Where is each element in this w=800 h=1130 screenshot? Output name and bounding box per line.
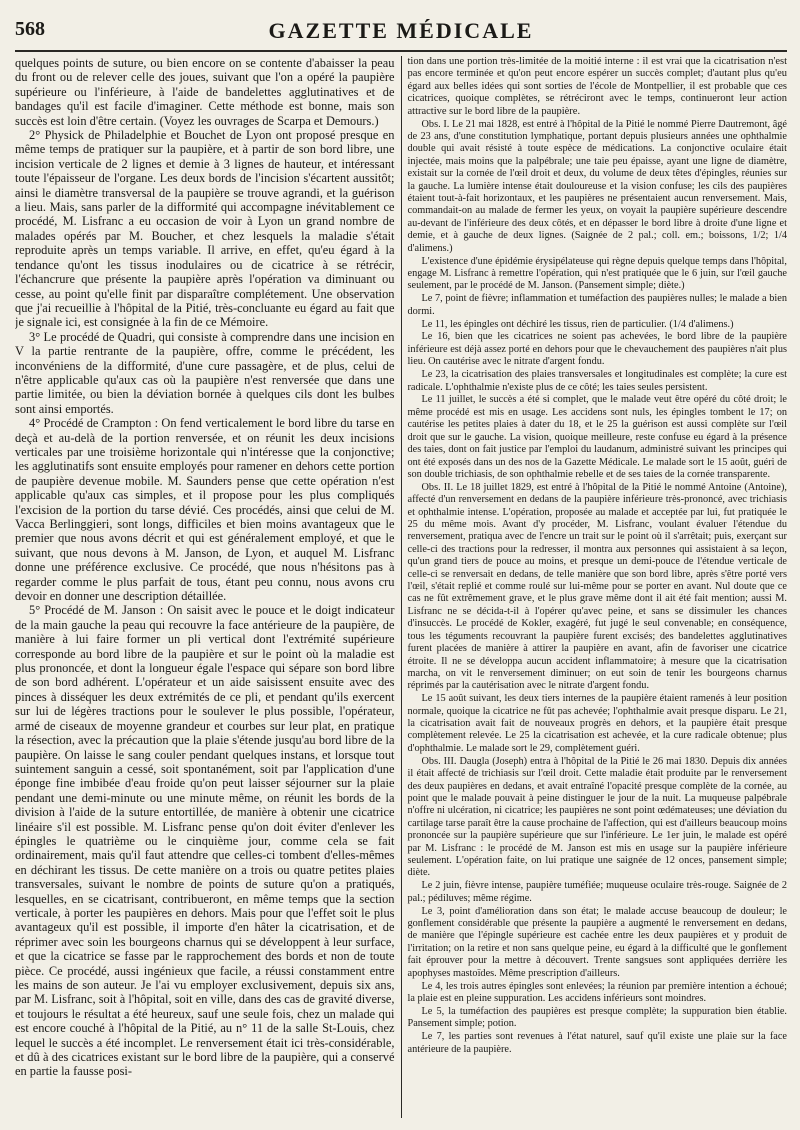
paragraph: Le 23, la cicatrisation des plaies transversales et longitudinales est complète; la cure est radicale. L'ophthalmie n'existe plus de ce côté; les taies seules persistent.: [407, 369, 787, 393]
paragraph: 3° Le procédé de Quadri, qui consiste à comprendre dans une incision en V la partie rentrante de la paupière, offre, comme le précédent, les inconvéniens de la difformité, d'une cure passagère, et de plus, celui de n'être applicable qu'aux cas où la paupière n'est renversée que dans une partie limitée, ou bien la déviation bornée à quelques cils dont les bulbes sont ainsi emportés.: [15, 329, 395, 416]
paragraph: Le 7, point de fièvre; inflammation et tuméfaction des paupières nulles; le malade a bien dormi.: [407, 293, 787, 317]
paragraph: tion dans une portion très-limitée de la moitié interne : il est vrai que la cicatrisation n'est pas encore terminée et qu'on peut encore espérer un succès complet; d'autant plus qu'eu égard aux belles idées qui sont sorties de l'école de Montpellier, il est probable que ces cicatrices, quoique complètes, se rétréciront avec le temps, continueront leur action attractive sur le bord libre de la paupière.: [407, 56, 787, 117]
running-title: GAZETTE MÉDICALE: [268, 18, 534, 43]
page-number: 568: [15, 18, 45, 40]
paragraph: Le 2 juin, fièvre intense, paupière tuméfiée; muqueuse oculaire très-rouge. Saignée de 2 pal.; pédiluves; même régime.: [407, 880, 787, 904]
paragraph: Le 7, les parties sont revenues à l'état naturel, sauf qu'il existe une plaie sur la face antérieure de la paupière.: [407, 1031, 787, 1055]
left-column: [15, 56, 401, 1118]
paragraph: Le 16, bien que les cicatrices ne soient pas achevées, le bord libre de la paupière inférieure est déjà assez porté en dehors pour que le chevauchement des paupières n'ait plus lieu. On cautérise avec le nitrate d'argent fondu.: [407, 331, 787, 368]
observation-1: Obs. I. Le 21 mai 1828, est entré à l'hôpital de la Pitié le nommé Pierre Dautremont, âgé de 23 ans, d'une constitution lymphatique, portant depuis plusieurs années une ophthalmie double qui avait résisté à toute espèce de médications. La conjonctive oculaire était injectée, mais moins que la palpébrale; une taie peu épaisse, ayant une ligne de diamètre, existait sur la cornée de l'œil droit et deux, du volume de deux têtes d'épingles, réunies sur la gauche. La lumière intense était douloureuse et la vision confuse; les cils des paupières étaient tout-à-fait horizontaux, et les paupières ne présentaient aucun renversement. Mais, commandait-on au malade de fermer les yeux, on voyait la paupière supérieure descendre au-devant de l'inférieure des deux côtés, et en dépasser le bord libre à droite d'une ligne et demie, et à gauche de deux lignes. (Saignée de 2 pal.; coll. em.; boissons, 1/2; 1/4 d'alimens.): [407, 118, 787, 254]
paragraph: quelques points de suture, ou bien encore on se contente d'abaisser la peau du front ou de relever celle des joues, suivant que l'on a opéré la paupière supérieure ou l'inférieure, à l'aide de bandelettes agglutinatives et de bandages qu'il est facile d'imaginer. Cette méthode est bonne, mais son succès est loin d'être certain. (Voyez les ouvrages de Scarpa et Demours.): [15, 56, 395, 128]
paragraph: Le 11, les épingles ont déchiré les tissus, rien de particulier. (1/4 d'alimens.): [421, 318, 734, 330]
page-header: [15, 16, 787, 52]
paragraph: Le 4, les trois autres épingles sont enlevées; la réunion par première intention a échoué; la plaie est en pleine suppuration. Les accidens inférieurs sont moindres.: [407, 980, 787, 1004]
observation-3: Obs. III. Daugla (Joseph) entra à l'hôpital de la Pitié le 26 mai 1830. Depuis dix années il était affecté de trichiasis sur l'œil droit. Cette maladie était produite par le renversement des deux paupières en dedans, et avait entraîné l'opacité presque complète de la cornée, au point que le malade pouvait à peine distinguer le jour de la nuit. La muqueuse palpébrale n'offre ni ulcération, ni cicatrice; les paupières ne sont point œdémateuses; une déviation du cartilage tarse paraît être la cause prochaine de l'affection, qui est d'ailleurs beaucoup moins prononcée sur la paupière supérieure que sur l'inférieure. Le 1er juin, le malade est opéré par M. Lisfranc : le procédé de M. Janson est mis en usage sur la paupière inférieure seulement. L'opération faite, on lui pratique une saignée de 12 onces, pansement simple; diète.: [407, 755, 787, 879]
observation-2: Obs. II. Le 18 juillet 1829, est entré à l'hôpital de la Pitié le nommé Antoine (Antoine), affecté d'un renversement en dedans de la paupière inférieure très-prononcé, avec trichiasis et ophthalmie intense. L'opération, proposée au malade et acceptée par lui, fut pratiquée le 25 du même mois. Avant d'y procéder, M. Lisfranc, voulant évaluer l'étendue du renversement, pratiqua avec de l'encre un trait sur le point où il s'arrêtait; puis, exerçant sur celle-ci des tractions pour la redresser, il montra aux personnes qui assistaient à sa leçon, qu'un grand tiers de pouce au moins, et presque un demi-pouce de l'étendue verticale de celle-ci se renversait en dedans, de telle manière que son bord libre, après s'être porté vers l'œil, s'était replié et comme roulé sur lui-même pour se porter en avant. Nul doute que ce cas ne fût extrêmement grave, et le plus grave même dont il ait été fait mention; aussi M. Lisfranc ne se décida-t-il à l'opérer qu'avec peine, et sans se dissimuler les chances d'insuccès. Le procédé de Kokler, exagéré, fut jugé le seul convenable; en conséquence, tous les téguments recouvrant la paupière furent excisés; des bandelettes agglutinatives furent placées de manière à attirer la paupière en avant, afin de favoriser une cicatrice étroite. Il ne se développa aucun accident inflammatoire; à mesure que la cicatrisation marcha, on vit le renversement diminuer; on eut soin de tenir les bourgeons charnus réprimés par la cautérisation avec le nitrate d'argent fondu.: [407, 481, 787, 692]
paragraph: L'existence d'une épidémie érysipélateuse qui règne depuis quelque temps dans l'hôpital, engage M. Lisfranc à remettre l'opération, qui n'est pratiquée que le 6 juin, sur l'œil gauche seulement, par le procédé de M. Janson. (Pansement simple; diète.): [407, 255, 787, 292]
paragraph: Le 11 juillet, le succès a été si complet, que le malade veut être opéré du côté droit; le même procédé est mis en usage. Les accidens sont nuls, les épingles tombent le 17; on cautérise les petites plaies à dater du 18, et le 25 la guérison est aussi complète sur l'œil droit que sur le gauche. La vision, quoique meilleure, reste confuse eu égard à la présence des taies, dont on fait justice par l'emploi du laudanum, administré suivant les principes qui ont été exposés dans un des nos de la Gazette Médicale. Le malade sort le 15 août, guéri de son double trichiasis, de son ophthalmie rebelle et de ses taies de la cornée transparente.: [407, 394, 787, 480]
paragraph: 2° Physick de Philadelphie et Bouchet de Lyon ont proposé presque en même temps de pratiquer sur la paupière, et à partir de son bord libre, une incision verticale de 2 lignes et demie à 3 lignes de hauteur, et intéressant toute l'épaisseur de l'organe. Les deux bords de l'incision s'écartent aussitôt; ainsi le diamètre transversal de la paupière se trouve agrandi, et la guérison a lieu. Mais, sans parler de la difformité qui accompagne inévitablement ce procédé, M. Lisfranc a eu occasion de voir à Lyon un grand nombre de malades opérés par M. Boucher, et chez lesquels la maladie s'était reproduite après un temps variable. Il arrive, en effet, qu'eu égard à la tendance qu'ont les tissus inodulaires ou de cicatrice à se rétrécir, l'échancrure que présente la paupière après l'opération va diminuant ou cesse, au point qu'elle finit par disparaître complétement. Une observation que j'ai recueillie à l'hôpital de la Pitié, très-concluante eu égard au fait que je signale ici, est consignée à la fin de ce Mémoire.: [15, 128, 395, 330]
right-column: [402, 56, 788, 1118]
paragraph: Le 15 août suivant, les deux tiers internes de la paupière étaient ramenés à leur position normale, quoique la cicatrice ne fût pas achevée; l'ophthalmie avait presque disparu. Le 21, la cicatrisation avait fait de nouveaux progrès en dehors, et la paupière était presque complètement relevée. Le 25 la cicatrisation est achevée, et la cure radicale obtenue; plus d'ophthalmie. Le malade sort le 29, complètement guéri.: [407, 693, 787, 754]
paragraph: 4° Procédé de Crampton : On fend verticalement le bord libre du tarse en deçà et au-delà de la portion renversée, et on réunit les deux incisions verticales par une troisième horizontale qui n'intéresse que la conjonctive; les agglutinatifs sont ensuite employés pour ramener en dehors cette portion de paupière devenue mobile. M. Saunders pense que cette opération n'est applicable qu'aux cas simples, et il propose pour les plus compliqués l'excision de la portion du tarse dévié. Ces procédés, ainsi que celui de M. Vacca Berlinggieri, sont longs, difficiles et bien moins avantageux que le premier que nous avons décrit et qui est généralement employé, et que le suivant, que nous devons à M. Janson, de Lyon, et auquel M. Lisfranc donne une préférence exclusive. Ce procédé, que nous n'hésitons pas à regarder comme le plus parfait de tous, étant peu connu, nous avons cru devoir en donner une description détaillée.: [15, 416, 395, 604]
paragraph: 5° Procédé de M. Janson : On saisit avec le pouce et le doigt indicateur de la main gauche la peau qui recouvre la face antérieure de la paupière, de manière à lui faire former un pli vertical dont l'extrémité supérieure corresponde au bord libre de la paupière et sur le point où la maladie est plus prononcée, et dont la longueur égale l'espace qui sépare son bord libre de son bord adhérent. L'opérateur et un aide saisissent ensuite avec des pinces à disséquer les deux extrémités de ce pli, et pendant qu'ils exercent sur lui de légères tractions pour le soulever le plus possible, l'opérateur, armé de ciseaux de moyenne grandeur et courbes sur leur plat, en pratique la résection, avec la précaution que la plaie s'étende jusqu'au bord libre de la paupière. On laisse le sang couler pendant quelques instans, et lorsque tout suintement sanguin a cessé, soit spontanément, soit par l'application d'une éponge fine imbibée d'eau froide qu'on peut laisser séjourner sur la plaie pendant une demi-minute ou une minute même, on réunit les bords de la division à l'aide de la suture entortillée, de manière à obtenir une cicatrice linéaire s'il est possible. M. Lisfranc pense qu'on doit éviter d'enlever les épingles le quatrième ou le cinquième jour, comme cela se fait ordinairement, mais qu'il faut attendre que celles-ci tombent d'elles-mêmes en déchirant les tissus. De cette manière on a trois ou quatre petites plaies transversales, suivant le nombre de points de suture qu'on a pratiqués, lesquelles, en se cicatrisant, contribueront, en même temps que la section verticale, à porter les paupières en dehors. Mais pour que l'effet soit le plus avantageux qu'il est possible, il importe d'en hâter la cicatrisation, et de réprimer avec soin les bourgeons charnus qui se développent à leur surface, et que la cicatrice se fasse par le rapprochement des bords et non de toute pièce. Ce procédé, aussi ingénieux que facile, a réussi constamment entre les mains de son auteur. Je l'ai vu employer exclusivement, depuis six ans, par M. Lisfranc, soit à l'hôpital, soit en ville, dans des cas de gravité diverse, et toujours le résultat a été heureux, sauf une seule fois, chez un malade qui est encore couché à l'hôpital de la Pitié, au n° 11 de la salle St-Louis, chez lequel le succès a été incomplet. Le renversement était ici très-considérable, et dû à des cicatrices existant sur le bord libre de la paupière, qui a conservé en partie la fausse posi-: [15, 603, 395, 1079]
paragraph: Le 5, la tuméfaction des paupières est presque complète; la suppuration bien établie. Pansement simple; potion.: [407, 1005, 787, 1030]
paragraph: Le 3, point d'amélioration dans son état; le malade accuse beaucoup de douleur; le gonflement considérable que présente la paupière a augmenté le renversement en dedans, de manière que l'épingle supérieure est cachée entre les deux paupières et y produit de l'irritation; on la retire et non sans quelque peine, eu égard à la difficulté que le gonflement fait éprouver pour la mettre à découvert. Trente sangsues sont appliquées derrière les apophyses mastoïdes. Même prescription d'ailleurs.: [407, 905, 787, 979]
text-columns: [15, 56, 787, 1118]
